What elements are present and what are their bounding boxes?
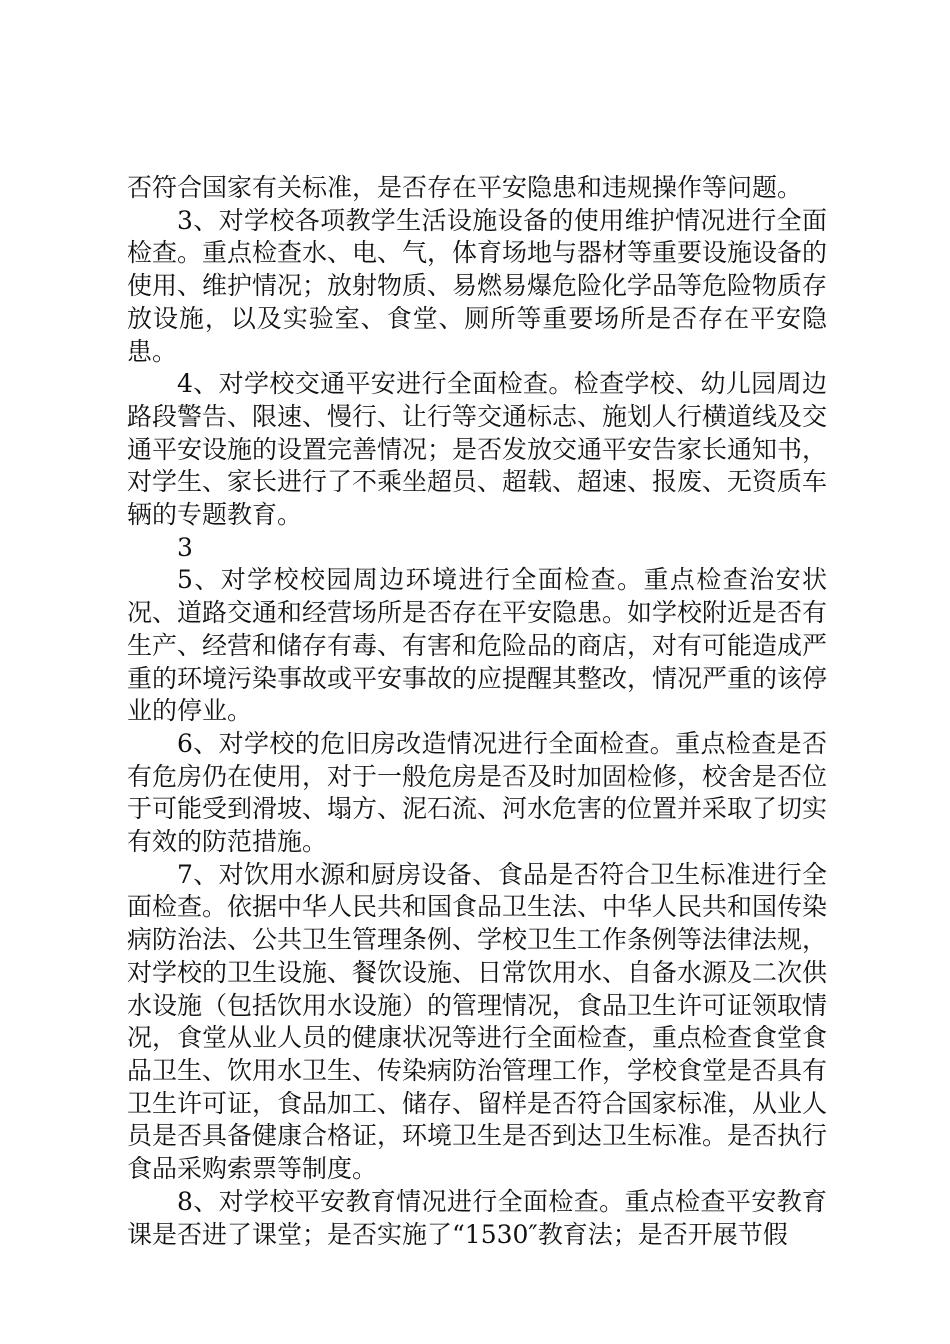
paragraph-continuation: 否符合国家有关标准，是否存在平安隐患和违规操作等问题。 xyxy=(127,173,803,202)
document-body xyxy=(127,172,827,1251)
paragraph-item-6: 6、对学校的危旧房改造情况进行全面检查。重点检查是否有危房仍在使用，对于一般危房是否及时加固检修，校舍是否位于可能受到滑坡、塌方、泥石流、河水危害的位置并采取了切实有效的防范措施。 xyxy=(127,728,828,857)
page-number-line: 3 xyxy=(177,532,193,562)
paragraph-item-8: 8、对学校平安教育情况进行全面检查。重点检查平安教育课是否进了课堂；是否实施了“1530″教育法；是否开展节假 xyxy=(127,1186,827,1249)
paragraph-item-7: 7、对饮用水源和厨房设备、食品是否符合卫生标准进行全面检查。依据中华人民共和国食品卫生法、中华人民共和国传染病防治法、公共卫生管理条例、学校卫生工作条例等法律法规，对学校的卫生设施、餐饮设施、日常饮用水、自备水源及二次供水设施（包括饮用水设施）的管理情况，食品卫生许可证领取情况，食堂从业人员的健康状况等进行全面检查，重点检查食堂食品卫生、饮用水卫生、传染病防治管理工作，学校食堂是否具有卫生许可证，食品加工、储存、留样是否符合国家标准，从业人员是否具备健康合格证，环境卫生是否到达卫生标准。是否执行食品采购索票等制度。 xyxy=(127,859,828,1184)
paragraph-item-5: 5、对学校校园周边环境进行全面检查。重点检查治安状况、道路交通和经营场所是否存在平安隐患。如学校附近是否有生产、经营和储存有毒、有害和危险品的商店，对有可能造成严重的环境污染事故或平安事故的应提醒其整改，情况严重的该停业的停业。 xyxy=(127,565,828,726)
paragraph-item-4: 4、对学校交通平安进行全面检查。检查学校、幼儿园周边路段警告、限速、慢行、让行等交通标志、施划人行横道线及交通平安设施的设置完善情况；是否发放交通平安告家长通知书，对学生、家长进行了不乘坐超员、超载、超速、报废、无资质车辆的专题教育。 xyxy=(127,369,828,530)
paragraph-item-3: 3、对学校各项教学生活设施设备的使用维护情况进行全面检查。重点检查水、电、气，体育场地与器材等重要设施设备的使用、维护情况；放射物质、易燃易爆危险化学品等危险物质存放设施，以及实验室、食堂、厕所等重要场所是否存在平安隐患。 xyxy=(127,205,828,366)
